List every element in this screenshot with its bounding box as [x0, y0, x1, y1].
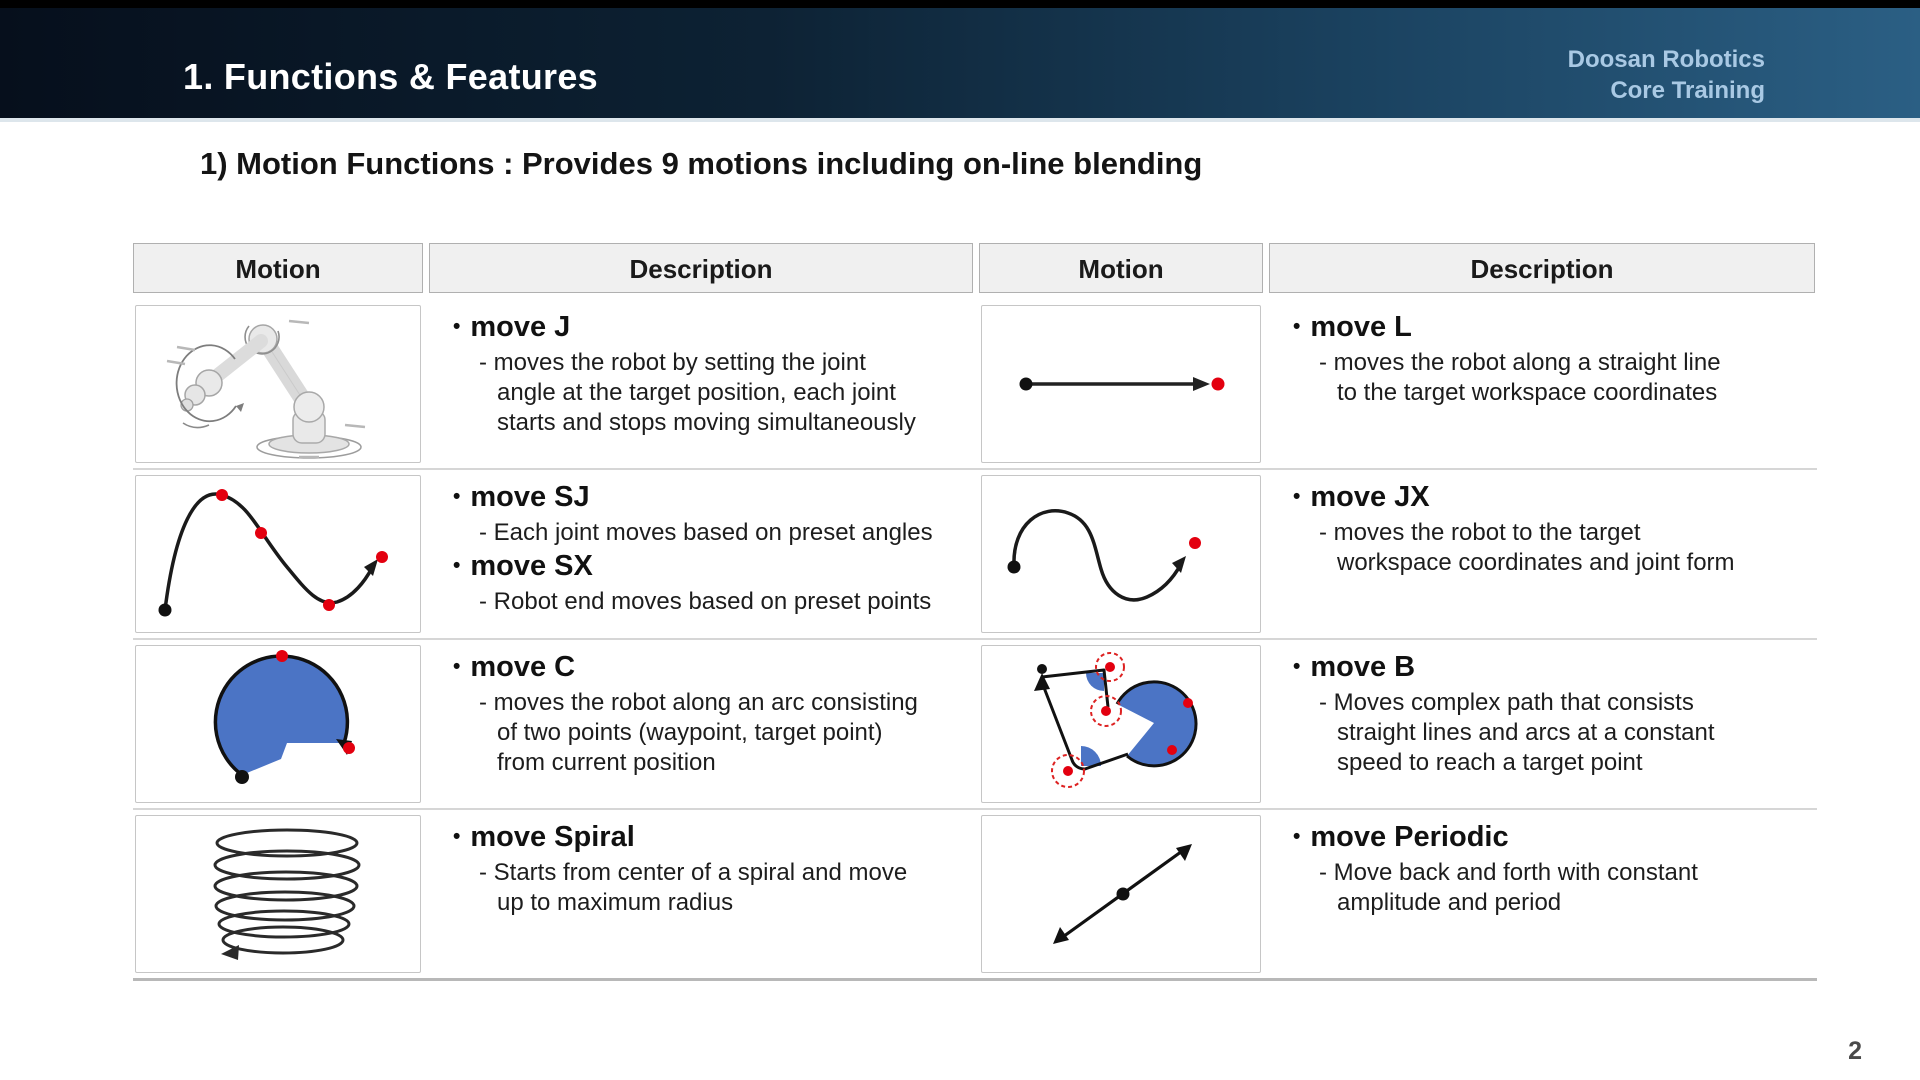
- move-c-detail-line: from current position: [497, 749, 716, 776]
- start-dot: [1008, 561, 1021, 574]
- move-sj-sx-figure-box: [135, 475, 421, 633]
- motion-cell-move-periodic: [979, 815, 1263, 973]
- move-b-detail-line: straight lines and arcs at a constant: [1337, 719, 1715, 746]
- move-c-title: • move C: [453, 651, 576, 683]
- col-header-motion-1: Motion: [133, 243, 423, 293]
- move-b-detail-line: speed to reach a target point: [1337, 749, 1643, 776]
- desc-cell-move-jx: [1269, 475, 1815, 633]
- move-jx-title: • move JX: [1293, 481, 1430, 513]
- move-j-detail-line: starts and stops moving simultaneously: [497, 409, 916, 436]
- motion-cell-move-j: [133, 305, 423, 463]
- bullet-glyph: •: [1293, 655, 1301, 678]
- waypoint-dot: [1063, 766, 1073, 776]
- move-sx-detail-line: - Robot end moves based on preset points: [479, 588, 932, 615]
- waypoint-dot: [1101, 706, 1111, 716]
- move-l-title: • move L: [1293, 311, 1412, 343]
- arrowhead: [1172, 556, 1186, 573]
- motion-cell-move-l: [979, 305, 1263, 463]
- arc-sector-figure: [137, 647, 420, 801]
- desc-cell-move-j: [429, 305, 973, 463]
- desc-cell-move-periodic: [1269, 815, 1815, 973]
- motion-cell-move-spiral: [133, 815, 423, 973]
- desc-cell-move-c: [429, 645, 973, 803]
- bullet-glyph: •: [1293, 315, 1301, 338]
- move-jx-detail-line: workspace coordinates and joint form: [1337, 549, 1735, 576]
- move-spiral-title: • move Spiral: [453, 821, 635, 853]
- spline-curve-figure: [137, 477, 420, 631]
- move-j-title: • move J: [453, 311, 571, 343]
- brand-line-1: Doosan Robotics: [1567, 46, 1765, 73]
- spiral-figure: [137, 817, 420, 971]
- arrowhead: [364, 559, 378, 576]
- desc-cell-move-b: [1269, 645, 1815, 803]
- move-j-detail-line: - moves the robot by setting the joint: [479, 349, 866, 376]
- move-jx-figure-box: [981, 475, 1261, 633]
- move-spiral-figure-box: [135, 815, 421, 973]
- target-dot: [343, 742, 355, 754]
- s-curve-figure: [982, 477, 1260, 631]
- bullet-glyph: •: [1293, 485, 1301, 508]
- brand-text: [1568, 44, 1765, 106]
- page-title: 1. Functions & Features: [183, 56, 598, 97]
- start-dot: [158, 604, 171, 617]
- arrowhead: [1193, 377, 1210, 391]
- motion-cell-move-sj-sx: [133, 475, 423, 633]
- motion-functions-table: [133, 243, 1817, 981]
- blend-path-figure: [982, 647, 1260, 801]
- desc-cell-move-spiral: [429, 815, 973, 973]
- bullet-glyph: •: [453, 485, 461, 508]
- move-c-detail-line: - moves the robot along an arc consisting: [479, 689, 918, 716]
- move-b-detail-line: - Moves complex path that consists: [1319, 689, 1694, 716]
- move-l-detail-line: to the target workspace coordinates: [1337, 379, 1718, 406]
- bullet-glyph: •: [453, 825, 461, 848]
- move-l-detail-line: - moves the robot along a straight line: [1319, 349, 1721, 376]
- waypoint-dot: [1183, 698, 1193, 708]
- move-periodic-title: • move Periodic: [1293, 821, 1509, 853]
- target-dot: [1189, 537, 1201, 549]
- waypoint-dot: [276, 650, 288, 662]
- move-l-figure-box: [981, 305, 1261, 463]
- table-row: [133, 300, 1817, 468]
- desc-cell-move-l: [1269, 305, 1815, 463]
- target-dot: [1212, 378, 1225, 391]
- top-border-strip: [0, 0, 1920, 8]
- move-jx-detail-line: - moves the robot to the target: [1319, 519, 1641, 546]
- target-dot: [376, 551, 388, 563]
- move-j-detail-line: angle at the target position, each joint: [497, 379, 896, 406]
- start-dot: [1020, 378, 1033, 391]
- move-sx-title: • move SX: [453, 550, 593, 582]
- waypoint-dot: [216, 489, 228, 501]
- motion-cell-move-b: [979, 645, 1263, 803]
- col-header-description-1: Description: [429, 243, 973, 293]
- move-spiral-detail-line: up to maximum radius: [497, 889, 734, 916]
- move-spiral-detail-line: - Starts from center of a spiral and move: [479, 859, 908, 886]
- robot-arm-figure: [137, 307, 420, 461]
- straight-line-arrow-figure: [982, 307, 1260, 461]
- motion-cell-move-c: [133, 645, 423, 803]
- move-b-figure-box: [981, 645, 1261, 803]
- table-header-row: [133, 243, 1817, 293]
- table-body: [133, 300, 1817, 981]
- section-subtitle: 1) Motion Functions : Provides 9 motions including on-line blending: [200, 146, 1203, 181]
- move-sj-detail-line: - Each joint moves based on preset angles: [479, 519, 933, 546]
- start-dot: [235, 770, 249, 784]
- bullet-glyph: •: [453, 315, 461, 338]
- header-bar: [0, 8, 1920, 122]
- bullet-glyph: •: [453, 655, 461, 678]
- table-row: [133, 468, 1817, 638]
- table-row: [133, 638, 1817, 808]
- table-row: [133, 808, 1817, 978]
- bullet-glyph: •: [1293, 825, 1301, 848]
- col-header-description-2: Description: [1269, 243, 1815, 293]
- move-c-detail-line: of two points (waypoint, target point): [497, 719, 883, 746]
- move-periodic-detail-line: - Move back and forth with constant: [1319, 859, 1698, 886]
- periodic-arrow-figure: [982, 817, 1260, 971]
- waypoint-dot: [323, 599, 335, 611]
- move-periodic-figure-box: [981, 815, 1261, 973]
- center-dot: [1117, 888, 1130, 901]
- move-periodic-detail-line: amplitude and period: [1337, 889, 1562, 916]
- start-dot: [1037, 664, 1047, 674]
- page-number: 2: [1848, 1037, 1862, 1065]
- brand-line-2: Core Training: [1610, 77, 1765, 104]
- desc-cell-move-sj-sx: [429, 475, 973, 633]
- col-header-motion-2: Motion: [979, 243, 1263, 293]
- bullet-glyph: •: [453, 554, 461, 577]
- motion-cell-move-jx: [979, 475, 1263, 633]
- move-sj-title: • move SJ: [453, 481, 590, 513]
- waypoint-dot: [255, 527, 267, 539]
- move-c-figure-box: [135, 645, 421, 803]
- waypoint-dot: [1105, 662, 1115, 672]
- move-b-title: • move B: [1293, 651, 1416, 683]
- move-j-figure-box: [135, 305, 421, 463]
- waypoint-dot: [1167, 745, 1177, 755]
